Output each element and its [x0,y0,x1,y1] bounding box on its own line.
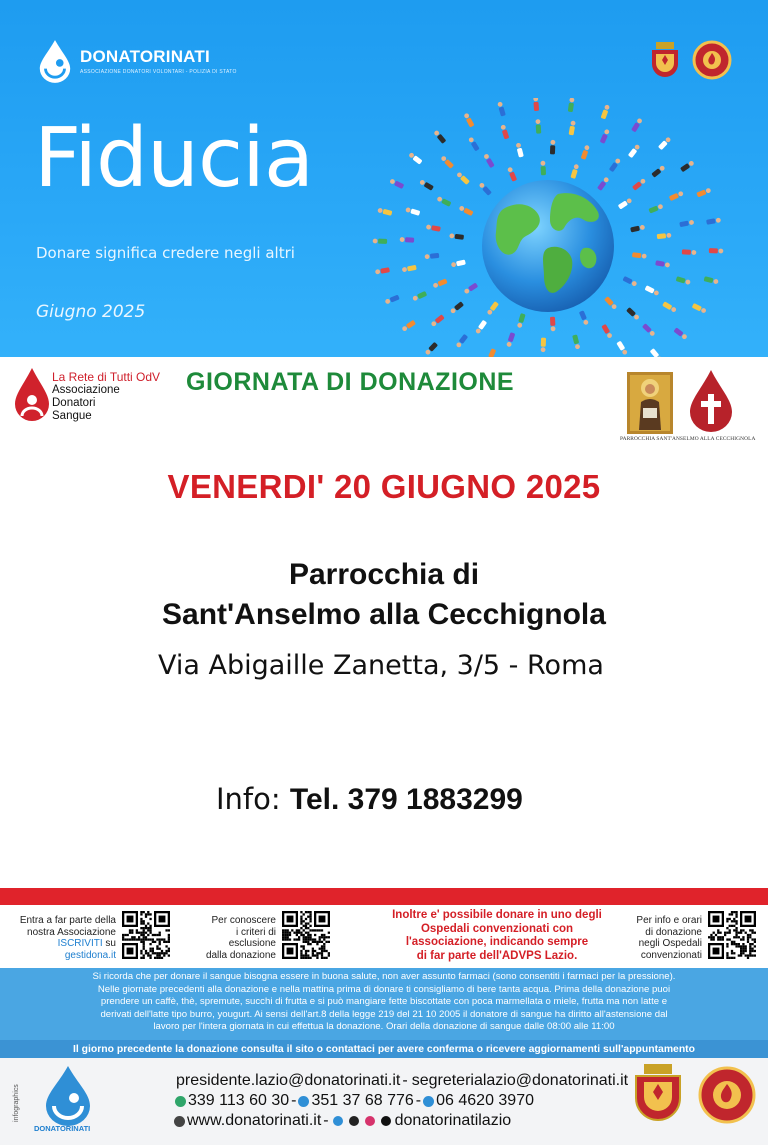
person-figure [506,332,515,347]
qr-register-line-2: nostra Associazione [27,926,116,938]
person-figure [632,252,647,259]
website-link[interactable]: www.donatorinati.it [187,1112,322,1129]
reminder-line-5: lavoro per l'intera giornata in cui effettua la donazione. Orari della donazione di sangue dalle 08:00 alle 11:00 [153,1021,615,1033]
person-figure [432,278,447,288]
odv-title: La Rete di Tutti OdV [52,370,161,384]
info-phone: Tel. 379 1883299 [289,783,523,816]
person-figure [662,301,677,313]
hero-banner [0,0,768,357]
person-figure [455,334,468,348]
person-figure [626,307,640,321]
hospitals-note-line-3: l'associazione, indicando sempre [405,936,589,948]
person-figure [463,112,474,127]
person-figure [570,164,579,179]
person-figure [616,341,628,356]
person-figure [657,233,672,239]
footer-logo-text: DONATORINATI [34,1124,91,1133]
qr-register-line-1: Entra a far parte della [19,915,116,926]
info-label: Info: [216,782,290,816]
person-figure [601,104,611,119]
tiktok-icon[interactable] [381,1116,391,1126]
web-line [174,1111,626,1131]
person-figure [630,224,645,232]
event-date: VENERDI' 20 GIUGNO 2025 [167,468,601,505]
odv-logo [12,366,161,426]
parish-caption: PARROCCHIA SANT'ANSELMO ALLA CECCHIGNOLA [620,436,756,442]
person-figure [642,323,656,337]
person-figure [483,153,495,168]
qr-code-hospitals-icon[interactable] [708,911,756,959]
phone-separator: - [291,1092,297,1109]
person-figure [486,301,499,316]
person-figure [408,152,422,165]
person-figure [572,334,580,349]
qr-code-register-icon[interactable] [122,911,170,959]
brand-subtitle: ASSOCIAZIONE DONATORI VOLONTARI - POLIZIA DI STATO [80,69,237,75]
blood-drop-logo-icon [36,38,74,84]
police-crest-icon [646,40,684,80]
contact-list [174,1071,629,1131]
red-divider [0,888,768,905]
person-figure [450,301,464,314]
person-figure [704,276,719,284]
person-figure [628,144,641,158]
hospitals-note [372,909,622,963]
appointment-notice: Il giorno precedente la donazione consulta il sito o contattaci per avere conferma o ricevere aggiornamenti sull'appuntamento [0,1040,768,1058]
person-figure [424,253,439,259]
person-figure [682,249,697,255]
brand-logo [36,38,237,84]
person-figure [650,348,663,357]
person-figure [401,320,416,332]
email-line [174,1071,629,1091]
person-figure [706,217,721,224]
person-figure [458,205,473,216]
person-figure [655,260,670,268]
qr-hospitals-text [614,915,702,961]
person-figure [478,182,491,196]
qr-hospitals-line-3: negli Ospedali [638,938,702,949]
venue-line-2: Sant'Anselmo alla Cecchignola [162,598,606,631]
person-figure [517,313,526,328]
qr-criteria-line-4: dalla donazione [205,949,276,961]
person-figure [436,196,451,207]
reminder-line-3: prendere un caffè, thè, spremute, succhi di frutta e si può mangiare fette biscottate con poca marmellata o miele, frutta ma non latte e [100,996,668,1008]
person-figure [568,98,575,112]
person-figure [500,124,509,139]
reminder-line-2: Nelle giornate precedenti alla donazione e nella mattina prima di donare ti consigliamo di bere tanta acqua. Prima della donazione puoi [97,983,671,995]
qr-hospitals-line-2: di donazione [645,926,702,938]
person-figure [405,207,420,216]
social-handle[interactable]: donatorinatilazio [394,1112,512,1129]
qr-criteria-text [186,915,276,961]
person-figure [533,98,539,111]
person-figure [400,237,415,243]
person-figure [692,303,707,314]
person-figure [581,145,590,160]
person-figure [463,282,478,294]
person-figure [645,285,660,296]
reminder-line-4: derivati dell'latte tipo burro, yougurt. Ai sensi dell'art.8 della legge 219 del 21 10 2005 il donatore di sangue ha diritto all'astensione dal [100,1008,668,1020]
person-figure [373,238,388,243]
web-separator: - [323,1112,329,1129]
odv-line-1: Associazione [52,384,120,396]
qr-criteria-line-3: esclusione [228,938,276,949]
person-figure [449,233,464,240]
hero-title: Fiducia [34,111,314,206]
blood-drop-cross-icon [686,368,736,434]
globe-with-people-illustration [372,98,732,357]
gestidona-link[interactable]: gestidona.it [64,949,116,961]
venue-address: Via Abigaille Zanetta, 3/5 - Roma [158,650,604,681]
qr-register-line-3 [4,938,116,950]
email-secretary[interactable]: segreterialazio@donatorinati.it [411,1072,629,1089]
phone-line [174,1091,626,1111]
person-figure [680,160,695,172]
globe-icon [174,1116,185,1127]
person-figure [676,276,691,285]
person-figure [419,179,434,191]
whatsapp-icon [175,1096,186,1107]
phone-1[interactable]: 339 113 60 30 [188,1092,290,1109]
person-figure [424,342,438,356]
person-figure [456,171,470,185]
facebook-icon[interactable] [333,1116,343,1126]
police-crest-footer-icon [630,1062,686,1128]
person-figure [385,295,400,305]
person-figure [377,207,392,215]
person-figure [597,176,610,191]
person-figure [475,320,487,335]
info-line [216,782,523,817]
person-figure [440,155,454,169]
infographics-side-label [11,1078,20,1124]
person-figure [679,220,694,228]
person-figure [426,224,441,232]
firefighters-badge-icon [692,40,732,80]
qr-register-su: su [102,938,116,949]
reminder-text [6,971,762,1034]
person-figure [618,197,633,209]
qr-hospitals-line-4: convenzionati [640,949,702,961]
venue-line-1: Parrocchia di [288,558,480,591]
person-figure [632,178,646,191]
person-figure [600,129,610,144]
person-figure [550,317,556,332]
person-figure [535,119,541,134]
person-figure [550,140,556,155]
firefighters-badge-footer-icon [698,1066,756,1124]
person-figure [696,187,711,197]
hero-issue-date: Giugno 2025 [36,302,146,322]
person-figure [604,296,617,310]
phone-separator: - [415,1092,422,1109]
person-figure [673,327,687,340]
event-heading: GIORNATA DI DONAZIONE [186,368,515,396]
phone-2[interactable]: 351 37 68 776 [311,1092,414,1109]
reminder-line-1: Si ricorda che per donare il sangue bisogna essere in buona salute, non aver assunto farmaci (sono consentiti i farmaci per la pressione). [92,971,676,982]
person-figure [609,158,621,173]
person-figure [569,120,576,135]
person-figure [709,248,724,253]
person-figure [375,267,390,274]
blood-drop-person-icon [12,366,52,424]
email-separator: - [402,1072,408,1089]
person-figure [651,165,665,178]
saint-anselm-icon [627,372,673,434]
person-figure [579,310,589,325]
email-president[interactable]: presidente.lazio@donatorinati.it [176,1072,401,1089]
person-figure [601,324,613,339]
person-figure [412,291,427,302]
phone-3[interactable]: 06 4620 3970 [436,1092,534,1109]
person-figure [402,265,417,273]
person-figure [507,167,517,182]
qr-hospitals-line-1: Per info e orari [636,915,702,926]
svg-text:infographics: infographics [13,1084,20,1122]
qr-criteria-line-1: Per conoscere [211,915,276,926]
person-figure [622,276,637,287]
odv-line-2: Donatori [52,397,96,409]
person-figure [468,136,480,151]
x-icon[interactable] [349,1116,359,1126]
telegram-icon [298,1096,309,1107]
person-figure [540,161,546,176]
qr-code-criteria-icon[interactable] [282,911,330,959]
donatorinati-footer-logo-icon [38,1062,98,1132]
person-figure [631,117,643,132]
person-figure [389,178,404,189]
person-figure [669,191,684,202]
brand-name: DONATORINATI [80,47,210,66]
phone-icon [423,1096,434,1107]
person-figure [658,136,672,150]
hospitals-note-line-2: Ospedali convenzionati con [420,922,574,935]
qr-register-text [4,915,116,961]
hero-tagline: Donare significa credere negli altri [36,244,295,262]
person-figure [541,338,547,353]
instagram-icon[interactable] [365,1116,375,1126]
hospitals-note-line-1: Inoltre e' possibile donare in uno degli [392,909,602,921]
person-figure [515,142,523,157]
hospitals-note-line-4: di far parte dell'ADVPS Lazio. [416,949,578,962]
person-figure [433,130,446,144]
odv-line-3: Sangue [52,410,92,422]
person-figure [486,348,496,357]
person-figure [451,259,466,267]
qr-criteria-line-2: i criteri di [235,926,276,938]
person-figure [648,203,663,213]
register-link[interactable]: ISCRIVITI [57,938,103,949]
person-figure [430,314,444,327]
person-figure [497,101,506,116]
